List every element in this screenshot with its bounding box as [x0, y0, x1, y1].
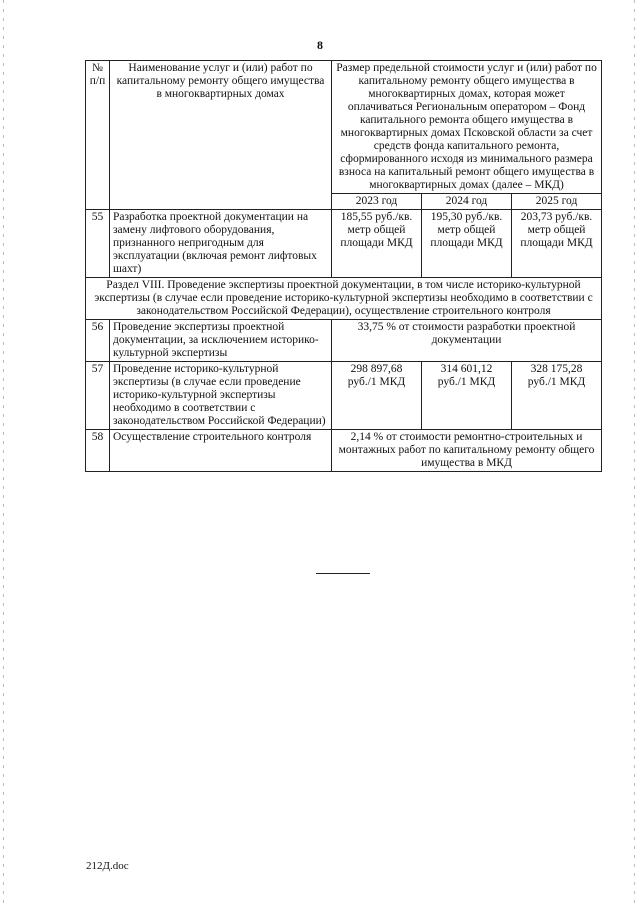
- row-value-2024: 195,30 руб./кв. метр общей площади МКД: [422, 210, 512, 278]
- header-year-2025: 2025 год: [512, 194, 602, 210]
- header-year-2024: 2024 год: [422, 194, 512, 210]
- table-row-56: [86, 320, 602, 362]
- header-col-cost: Размер предельной стоимости услуг и (или) работ по капитальному ремонту общего имущества в многоквартирных домах, которая может оплачиваться Региональным оператором – Фонд капитального ремонта общего имущества в многоквартирных домах Псковской области за счет средств фонда капитального ремонта, сформированного исходя из минимального размера взноса на капитальный ремонт общего имущества в многоквартирных домах (далее – МКД): [332, 61, 602, 194]
- row-number: 57: [86, 362, 110, 430]
- row-number: 56: [86, 320, 110, 362]
- header-col-num: № п/п: [86, 61, 110, 210]
- row-name: Проведение экспертизы проектной документации, за исключением историко-культурной экспертизы: [110, 320, 332, 362]
- scan-edge-left: [3, 0, 4, 905]
- section-heading: Раздел VIII. Проведение экспертизы проектной документации, в том числе историко-культурной экспертизы (в случае если проведение историко-культурной экспертизы необходимо в соответствии с законодательством Российской Федерации), осуществление строительного контроля: [86, 278, 602, 320]
- section-heading-row: [86, 278, 602, 320]
- row-value-2025: 203,73 руб./кв. метр общей площади МКД: [512, 210, 602, 278]
- row-value-2023: 185,55 руб./кв. метр общей площади МКД: [332, 210, 422, 278]
- row-number: 58: [86, 430, 110, 472]
- table-row-55: [86, 210, 602, 278]
- row-value-merged: 2,14 % от стоимости ремонтно-строительных и монтажных работ по капитальному ремонту общего имущества в МКД: [332, 430, 602, 472]
- row-value-merged: 33,75 % от стоимости разработки проектной документации: [332, 320, 602, 362]
- cost-table: [85, 60, 602, 472]
- table-header-row: [86, 61, 602, 194]
- row-name: Проведение историко-культурной экспертизы (в случае если проведение историко-культурной экспертизы необходимо в соответствии с законодательством Российской Федерации): [110, 362, 332, 430]
- header-col-name: Наименование услуг и (или) работ по капитальному ремонту общего имущества в многоквартирных домах: [110, 61, 332, 210]
- closing-rule: [316, 573, 370, 574]
- table-row-58: [86, 430, 602, 472]
- row-number: 55: [86, 210, 110, 278]
- page-number: 8: [317, 38, 323, 52]
- row-value-2023: 298 897,68 руб./1 МКД: [332, 362, 422, 430]
- header-year-2023: 2023 год: [332, 194, 422, 210]
- row-name: Разработка проектной документации на замену лифтового оборудования, признанного непригодным для эксплуатации (включая ремонт лифтовых шахт): [110, 210, 332, 278]
- row-value-2024: 314 601,12 руб./1 МКД: [422, 362, 512, 430]
- document-filename: 212Д.doc: [86, 860, 129, 872]
- row-value-2025: 328 175,28 руб./1 МКД: [512, 362, 602, 430]
- table-row-57: [86, 362, 602, 430]
- row-name: Осуществление строительного контроля: [110, 430, 332, 472]
- scan-edge-right: [634, 0, 635, 905]
